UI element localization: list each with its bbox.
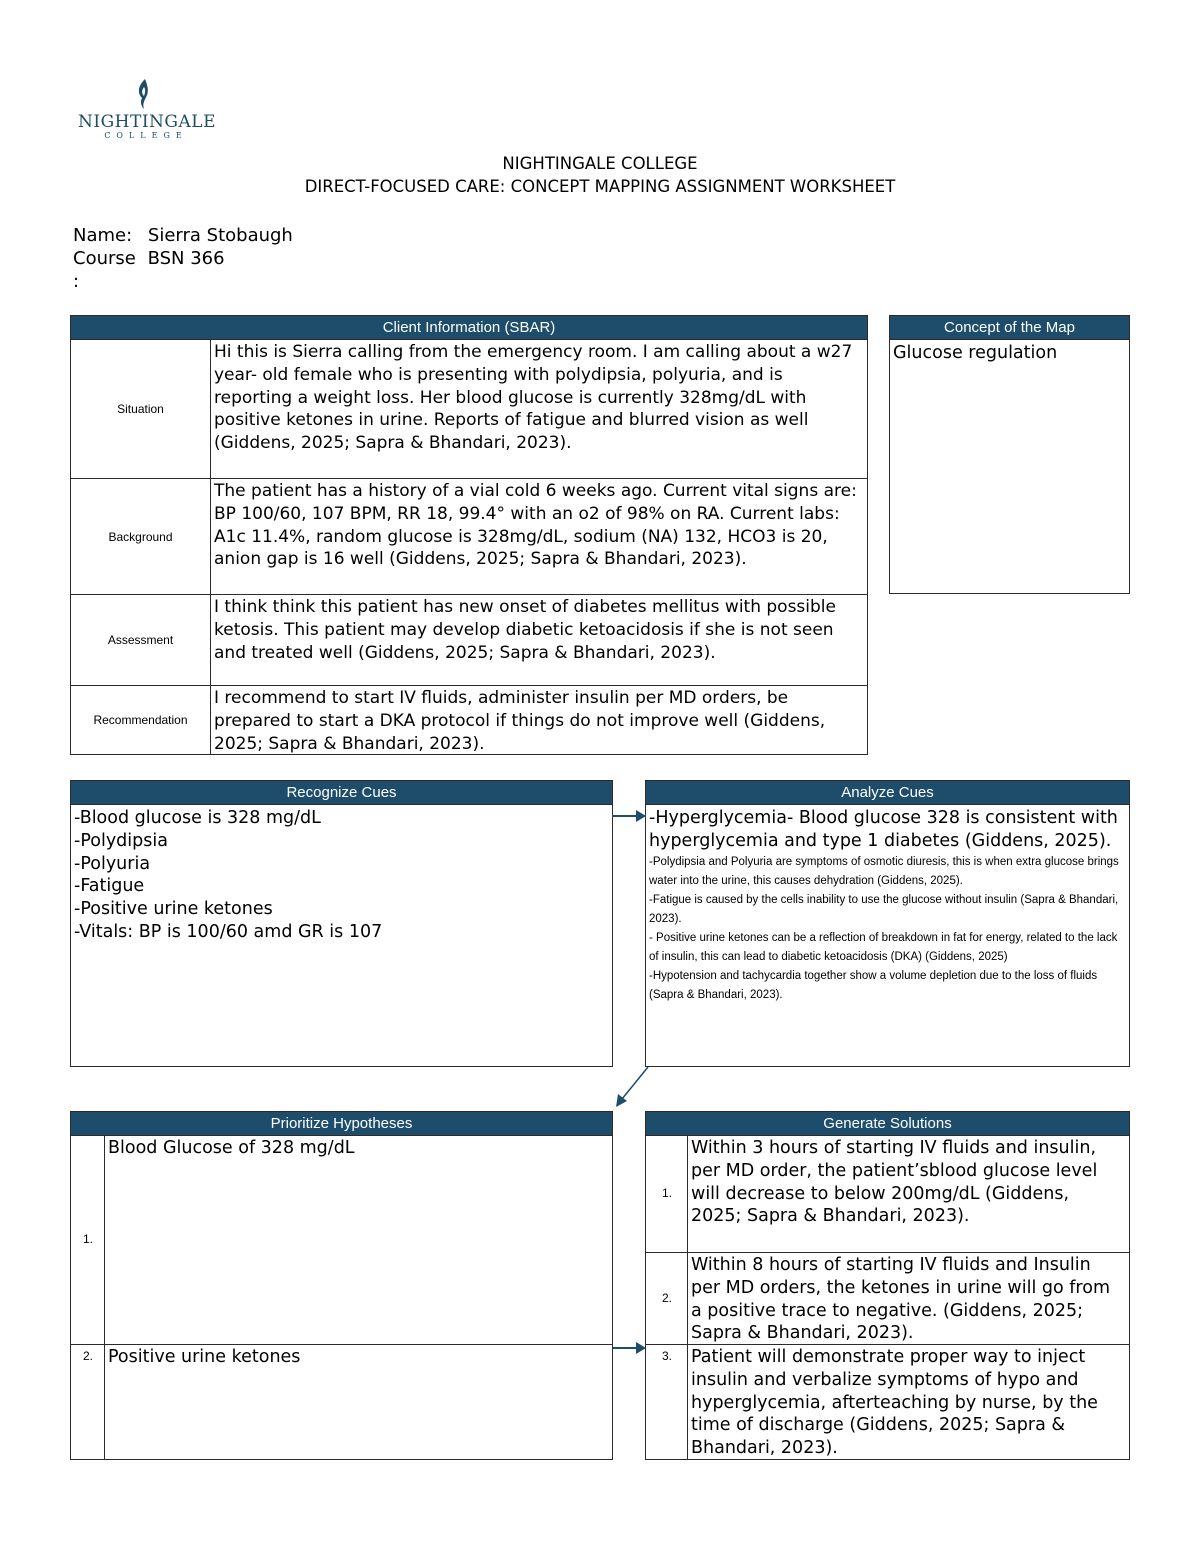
sbar-row-assessment (71, 594, 867, 685)
worksheet-title: DIRECT-FOCUSED CARE: CONCEPT MAPPING ASSIGNMENT WORKSHEET (304, 177, 896, 196)
logo-subtitle: COLLEGE (104, 131, 188, 140)
analyze-detail: -Polydipsia and Polyuria are symptoms of osmotic diuresis, this is when extra glucose brings water into the urine, this causes dehydration (Giddens, 2025). (649, 855, 1119, 887)
solution-number: 3. (661, 1349, 672, 1363)
cue-item: -Vitals: BP is 100/60 amd GR is 107 (74, 921, 383, 942)
analyze-detail: -Fatigue is caused by the cells inability to use the glucose without insulin (Sapra & Bhandari, 2023). (649, 893, 1119, 925)
college-logo (78, 78, 216, 144)
sbar-label: Recommendation (71, 686, 211, 754)
flame-icon (136, 78, 150, 110)
solution-text: Within 3 hours of starting IV fluids and insulin, per MD order, the patient’sblood glucose level will decrease to below 200mg/dL (Giddens, 2025; Sapra & Bhandari, 2023). (691, 1138, 1098, 1227)
solution-row (646, 1252, 1129, 1344)
sbar-text: Hi this is Sierra calling from the emergency room. I am calling about a w27 year- old female who is presenting with polydipsia, polyuria, and is reporting a weight loss. Her blood glucose is currently 328mg/dL with positive ketones in urine. Reports of fatigue and blurred vision as well (Giddens, 2025; Sapra & Bhandari, 2023). (214, 342, 853, 454)
concept-box (889, 315, 1130, 594)
arrow-recognize-to-analyze (610, 805, 650, 827)
hypothesis-row (71, 1344, 612, 1459)
concept-value: Glucose regulation (893, 343, 1058, 363)
course-label: Course (73, 248, 136, 269)
cue-item: -Polyuria (74, 853, 151, 874)
sbar-row-background (71, 478, 867, 594)
recognize-cues-box (70, 780, 613, 1067)
sbar-row-recommendation (71, 685, 867, 754)
concept-heading: Concept of the Map (890, 316, 1129, 340)
sbar-table (70, 315, 868, 755)
cue-item: -Fatigue (74, 876, 145, 897)
analyze-heading: Analyze Cues (646, 781, 1129, 805)
logo-name: NIGHTINGALE (78, 112, 216, 132)
analyze-detail: -Hypotension and tachycardia together show a volume depletion due to the loss of fluids (Sapra & Bhandari, 2023). (649, 969, 1098, 1001)
solution-number: 1. (661, 1186, 672, 1200)
sbar-label: Situation (71, 340, 211, 478)
sbar-row-situation (71, 340, 867, 478)
analyze-lead: -Hyperglycemia- Blood glucose 328 is consistent with hyperglycemia and type 1 diabetes (Giddens, 2025). (649, 808, 1118, 851)
course-field (73, 248, 225, 269)
hypothesis-row (71, 1136, 612, 1344)
arrow-analyze-to-prioritize (610, 1063, 654, 1111)
sbar-heading: Client Information (SBAR) (71, 316, 867, 340)
solution-number: 2. (661, 1291, 672, 1305)
cue-item: -Blood glucose is 328 mg/dL (74, 808, 321, 828)
analyze-detail: - Positive urine ketones can be a reflection of breakdown in fat for energy, related to the lack of insulin, this can lead to diabetic ketoacidosis (DKA) (Giddens, 2025) (649, 931, 1118, 963)
recognize-heading: Recognize Cues (71, 781, 612, 805)
name-field (73, 225, 293, 246)
solution-text: Within 8 hours of starting IV fluids and Insulin per MD orders, the ketones in urine will go from a positive trace to negative. (Giddens, 2025; Sapra & Bhandari, 2023). (691, 1255, 1110, 1344)
generate-solutions-box (645, 1111, 1130, 1460)
sbar-text: I think think this patient has new onset of diabetes mellitus with possible ketosis. This patient may develop diabetic ketoacidosis if she is not seen and treated well (Giddens, 2025; Sapra & Bhandari, 2023). (214, 597, 836, 663)
college-title: NIGHTINGALE COLLEGE (502, 154, 698, 173)
sbar-label: Assessment (71, 595, 211, 685)
solution-row (646, 1344, 1129, 1459)
hypothesis-text: Blood Glucose of 328 mg/dL (108, 1138, 355, 1158)
sbar-label: Background (71, 479, 211, 594)
prioritize-heading: Prioritize Hypotheses (71, 1112, 612, 1136)
solution-text: Patient will demonstrate proper way to inject insulin and verbalize symptoms of hypo and hyperglycemia, afterteaching by nurse, by the time of discharge (Giddens, 2025; Sapra & Bhandari, 2023). (691, 1347, 1098, 1459)
arrow-prioritize-to-solutions (610, 1337, 650, 1359)
hypothesis-number: 2. (82, 1349, 93, 1363)
analyze-cues-box (645, 780, 1130, 1067)
prioritize-hypotheses-box (70, 1111, 613, 1460)
hypothesis-number: 1. (82, 1232, 93, 1246)
recognize-list (71, 805, 612, 946)
solution-row (646, 1136, 1129, 1252)
cue-item: -Polydipsia (74, 830, 168, 851)
name-value: Sierra Stobaugh (147, 225, 293, 246)
hypothesis-text: Positive urine ketones (108, 1347, 301, 1367)
sbar-text: I recommend to start IV fluids, administer insulin per MD orders, be prepared to start a DKA protocol if things do not improve well (Giddens, 2025; Sapra & Bhandari, 2023). (214, 688, 826, 754)
name-label: Name: (73, 225, 133, 246)
sbar-text: The patient has a history of a vial cold 6 weeks ago. Current vital signs are: BP 100/60, 107 BPM, RR 18, 99.4° with an o2 of 98% on RA. Current labs: A1c 11.4%, random glucose is 328mg/dL, sodium (NA) 132, HCO3 is 20, anion gap is 16 well (Giddens, 2025; Sapra & Bhandari, 2023). (214, 481, 857, 570)
course-value: BSN 366 (147, 248, 225, 269)
cue-item: -Positive urine ketones (74, 899, 273, 920)
course-colon: : (73, 271, 80, 292)
solutions-heading: Generate Solutions (646, 1112, 1129, 1136)
